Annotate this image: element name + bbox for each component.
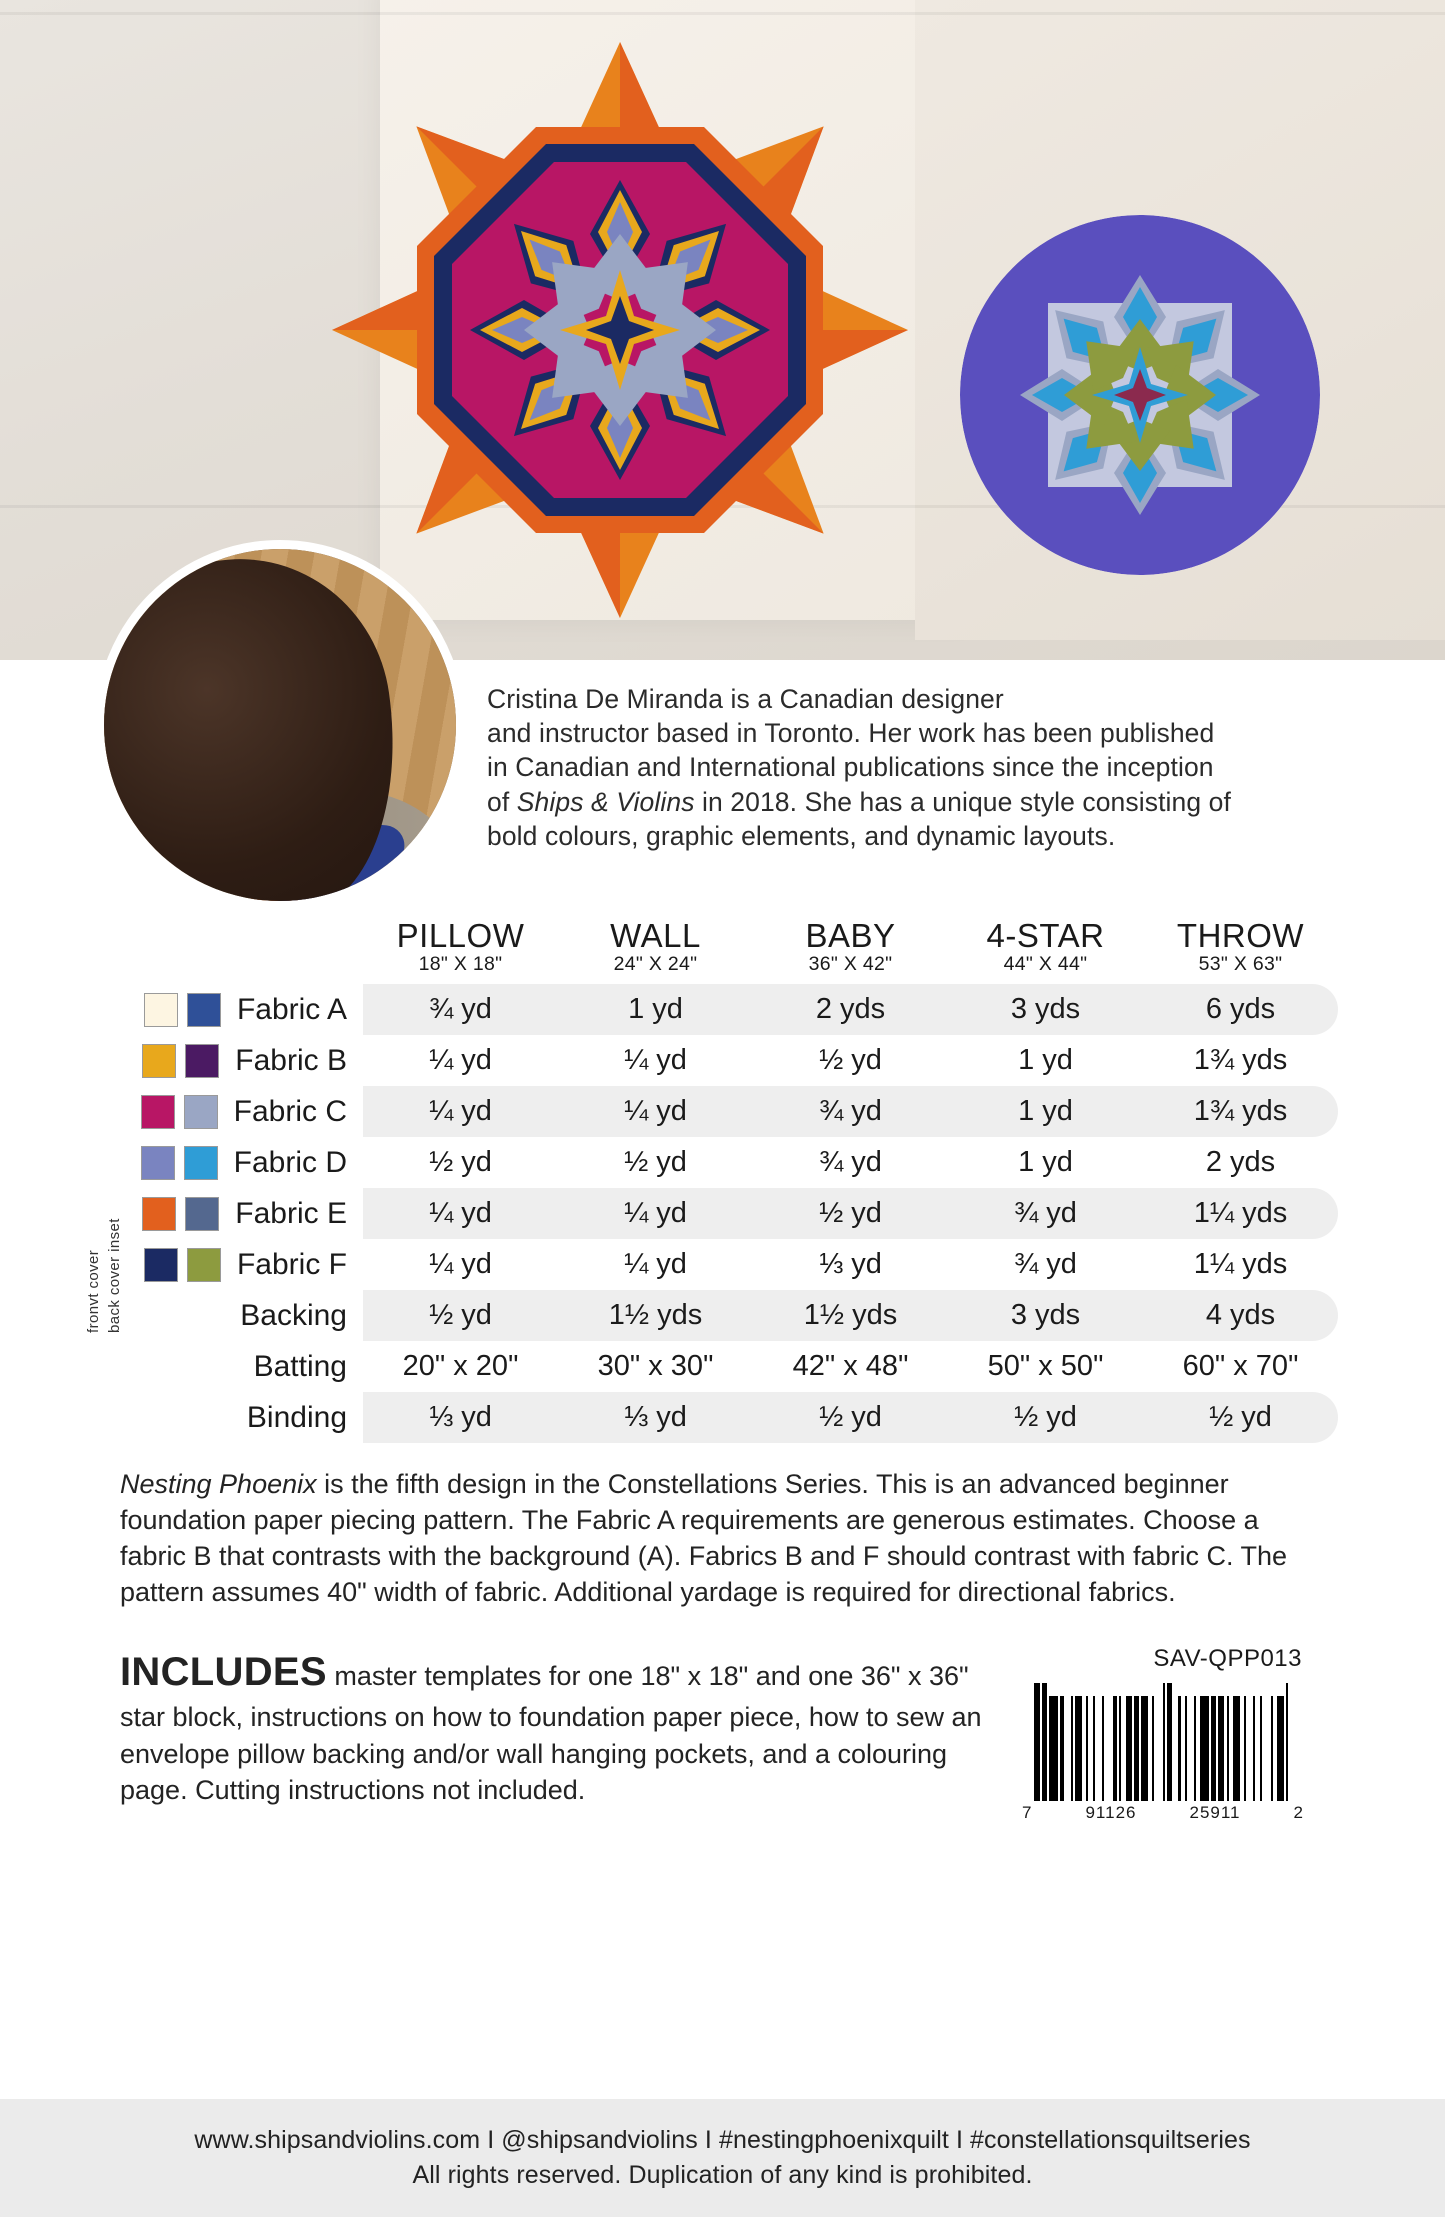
fabric-label-text: Fabric E (235, 1196, 347, 1230)
size-column-wall: WALL 24" X 24" (610, 917, 701, 975)
fabric-requirements-table (0, 915, 1445, 1443)
fabric-amount-cell: ⅓ yd (363, 1392, 558, 1443)
table-row (108, 1239, 1338, 1290)
size-column-pillow: PILLOW 18" X 18" (396, 917, 525, 975)
designer-avatar (95, 540, 465, 910)
brand-name: Ships & Violins (516, 786, 695, 817)
fabric-row-label (108, 1188, 363, 1239)
swatch-front-cover (144, 1248, 178, 1282)
swatch-front-cover (142, 1044, 176, 1078)
fabric-label-text: Batting (253, 1349, 347, 1383)
table-row (108, 1290, 1338, 1341)
fabric-amount-cell: 3 yds (948, 1290, 1143, 1341)
swatch-front-cover (144, 993, 178, 1027)
fabric-label-text: Fabric C (233, 1094, 347, 1128)
barcode-block (1018, 1645, 1308, 1823)
barcode-group-1: 91126 (1085, 1802, 1137, 1822)
bio-line-5: bold colours, graphic elements, and dynamic layouts. (487, 820, 1116, 851)
sku-code: SAV-QPP013 (1153, 1644, 1302, 1672)
table-row (108, 1035, 1338, 1086)
wall-seam-top (0, 12, 1445, 15)
fabric-amount-cell: 60" x 70" (1182, 1350, 1299, 1382)
fabric-amount-cell: 42" x 48" (792, 1350, 909, 1382)
table-row (108, 1086, 1338, 1137)
size-column-baby: BABY 36" X 42" (805, 917, 896, 975)
fabric-amount-cell: ½ yd (819, 1044, 882, 1076)
fabric-label-text: Fabric F (236, 1247, 347, 1281)
fabric-amount-cell: ½ yd (1143, 1392, 1338, 1443)
designer-bio-section (0, 660, 1445, 915)
fabric-amount-cell: ¼ yd (429, 1248, 492, 1280)
fabric-amount-cell: ⅓ yd (558, 1392, 753, 1443)
swatch-front-cover (141, 1095, 175, 1129)
fabric-amount-cell: ¼ yd (429, 1044, 492, 1076)
fabric-amount-cell: 2 yds (1205, 1146, 1276, 1178)
fabric-amount-cell: ¼ yd (558, 1188, 753, 1239)
fabric-swatch-pair (141, 1146, 218, 1180)
fabric-swatch-pair (142, 1044, 219, 1078)
table-row (108, 1137, 1338, 1188)
front-cover-caption: fronvt cover (85, 1249, 102, 1333)
swatch-back-cover (184, 1095, 218, 1129)
fabric-label-text: Binding (246, 1400, 347, 1434)
fabric-amount-cell: ½ yd (624, 1146, 687, 1178)
fabric-amount-cell: 6 yds (1143, 984, 1338, 1035)
swatch-back-cover (187, 993, 221, 1027)
fabric-amount-cell: 1 yd (1018, 1044, 1073, 1076)
designer-bio-text (487, 682, 1417, 853)
table-row (108, 1341, 1338, 1392)
fabric-amount-cell: ¼ yd (363, 1086, 558, 1137)
barcode-bars (1018, 1683, 1308, 1801)
table-row (108, 984, 1338, 1035)
fabric-row-label (108, 1035, 363, 1086)
fabric-amount-cell: ½ yd (948, 1392, 1143, 1443)
fabric-amount-cell: 1½ yds (558, 1290, 753, 1341)
fabric-amount-cell: ¼ yd (624, 1248, 687, 1280)
fabric-amount-cell: ½ yd (363, 1290, 558, 1341)
pattern-description (120, 1467, 1325, 1611)
table-row (108, 1392, 1338, 1443)
fabric-amount-cell: ¾ yd (819, 1146, 882, 1178)
fabric-amount-cell: ⅓ yd (819, 1248, 882, 1280)
fabric-amount-cell: 1 yd (558, 984, 753, 1035)
back-cover-caption: back cover inset (106, 1218, 123, 1333)
barcode-left-digit: 7 (1022, 1802, 1033, 1822)
fabric-label-text: Fabric D (233, 1145, 347, 1179)
fabric-swatch-pair (144, 1248, 221, 1282)
fabric-amount-cell: ½ yd (429, 1146, 492, 1178)
fabric-amount-cell: ¾ yd (363, 984, 558, 1035)
fabric-label-text: Backing (240, 1298, 347, 1332)
fabric-row-label (108, 1239, 363, 1290)
barcode-group-2: 25911 (1189, 1802, 1241, 1822)
fabric-amount-cell: 1 yd (1018, 1146, 1073, 1178)
fabric-label-text: Fabric B (235, 1043, 347, 1077)
fabric-amount-cell: ¾ yd (948, 1188, 1143, 1239)
fabric-amount-cell: 1¾ yds (1143, 1086, 1338, 1137)
table-header-row (108, 915, 1338, 984)
includes-body: master templates for one 18" x 18" and one 36" x 36" star block, instructions on how to foundation paper piece, how to sew an envelope pillow backing and/or wall hanging pockets, and a colouring page. Cutting instructions not included. (120, 1660, 982, 1806)
page-footer (0, 2099, 1445, 2217)
fabric-amount-cell: ¾ yd (1014, 1248, 1077, 1280)
fabric-amount-cell: 1½ yds (753, 1290, 948, 1341)
fabric-amount-cell: 1¼ yds (1143, 1188, 1338, 1239)
pattern-description-text: is the fifth design in the Constellations Series. This is an advanced beginner foundation paper piecing pattern. The Fabric A requirements are generous estimates. Choose a fabric B that contrasts with the background (A). Fabrics B and F should contrast with fabric C. The pattern assumes 40" width of fabric. Additional yardage is required for directional fabrics. (120, 1469, 1288, 1607)
fabric-row-label (108, 1137, 363, 1188)
fabric-amount-cell: 30" x 30" (597, 1350, 714, 1382)
fabric-row-label (108, 1341, 363, 1392)
circle-quilt-block-image (960, 215, 1320, 575)
bio-line-4-post: in 2018. She has a unique style consisting of (694, 786, 1231, 817)
star-quilt-block-image (310, 30, 930, 630)
fabric-swatch-pair (144, 993, 221, 1027)
fabric-amount-cell: ¾ yd (753, 1086, 948, 1137)
fabric-amount-cell: 2 yds (753, 984, 948, 1035)
swatch-back-cover (184, 1146, 218, 1180)
fabric-amount-cell: 20" x 20" (402, 1350, 519, 1382)
bio-line-3: in Canadian and International publications since the inception (487, 752, 1214, 783)
fabric-row-label (108, 984, 363, 1035)
fabric-row-label (108, 1392, 363, 1443)
pattern-name: Nesting Phoenix (120, 1469, 317, 1499)
barcode-numbers (1018, 1801, 1308, 1823)
fabric-swatch-pair (142, 1197, 219, 1231)
fabric-label-text: Fabric A (236, 992, 347, 1026)
fabric-row-label (108, 1086, 363, 1137)
fabric-amount-cell: 1 yd (948, 1086, 1143, 1137)
table-row (108, 1188, 1338, 1239)
swatch-front-cover (142, 1197, 176, 1231)
fabric-amount-cell: 50" x 50" (987, 1350, 1104, 1382)
bio-line-4-pre: of (487, 786, 517, 817)
swatch-front-cover (141, 1146, 175, 1180)
sizes-table (108, 915, 1338, 1443)
fabric-amount-cell: 4 yds (1143, 1290, 1338, 1341)
footer-rights: All rights reserved. Duplication of any kind is prohibited. (412, 2161, 1033, 2189)
fabric-amount-cell: ¼ yd (558, 1086, 753, 1137)
includes-heading: INCLUDES (120, 1649, 327, 1694)
includes-section (120, 1645, 1350, 1823)
footer-links[interactable]: www.shipsandviolins.com I @shipsandviolins I #nestingphoenixquilt I #constellationsquiltseries (194, 2126, 1251, 2154)
fabric-swatch-pair (141, 1095, 218, 1129)
fabric-amount-cell: 3 yds (948, 984, 1143, 1035)
includes-text (120, 1645, 1000, 1823)
size-column-throw: THROW 53" X 63" (1176, 917, 1305, 975)
fabric-amount-cell: 1¾ yds (1193, 1044, 1288, 1076)
fabric-amount-cell: 1¼ yds (1193, 1248, 1288, 1280)
barcode-right-digit: 2 (1293, 1802, 1304, 1822)
bio-line-2: and instructor based in Toronto. Her work has been published (487, 718, 1215, 749)
swatch-back-cover (185, 1197, 219, 1231)
fabric-row-label (108, 1290, 363, 1341)
swatch-column-captions (85, 1033, 123, 1333)
fabric-amount-cell: ½ yd (753, 1188, 948, 1239)
fabric-amount-cell: ½ yd (753, 1392, 948, 1443)
swatch-back-cover (187, 1248, 221, 1282)
swatch-back-cover (185, 1044, 219, 1078)
size-column-4star: 4-STAR 44" X 44" (986, 917, 1105, 975)
fabric-amount-cell: ¼ yd (363, 1188, 558, 1239)
bio-line-1: Cristina De Miranda is a Canadian designer (487, 684, 1004, 714)
fabric-amount-cell: ¼ yd (624, 1044, 687, 1076)
